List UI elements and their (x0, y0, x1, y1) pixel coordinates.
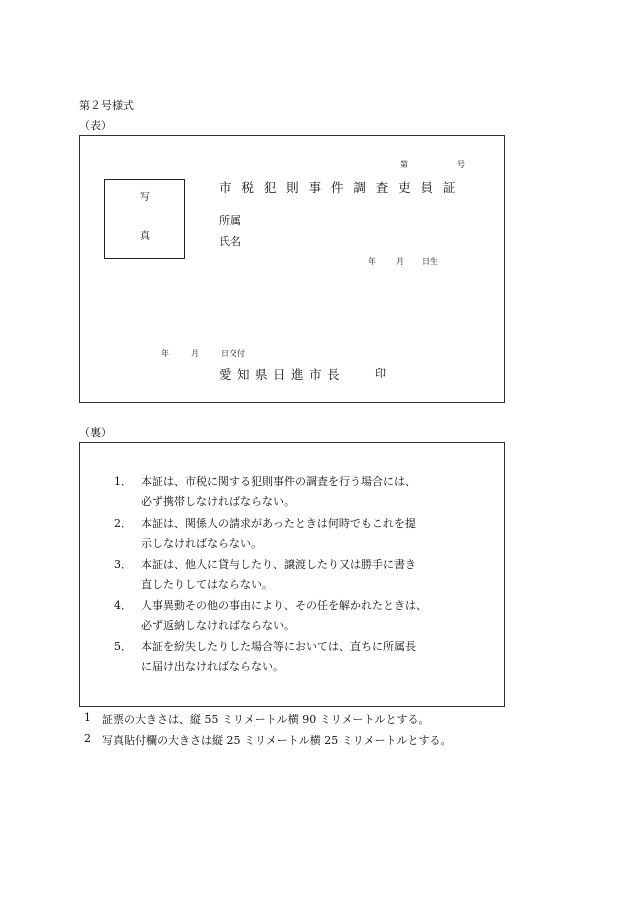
back-card (79, 442, 505, 707)
back-item-number: 5． (114, 640, 132, 653)
photo-label-1: 写 (140, 192, 150, 203)
back-item-line2: 直したりしてはならない。 (141, 578, 273, 591)
back-item-line1: 人事異動その他の事由により、その任を解かれたときは、 (141, 599, 427, 612)
issuer-char: 日 (273, 367, 286, 382)
back-item-line2: に届け出なければならない。 (141, 660, 284, 673)
issuer (219, 365, 345, 383)
birth-year: 年 (368, 257, 376, 266)
back-item-line1: 本証は、関係人の請求があったときは何時でもこれを提 (141, 517, 416, 530)
title-char: 査 (375, 180, 389, 195)
note-number: 2 (84, 732, 91, 745)
number-go: 号 (457, 160, 465, 169)
form-label: 第２号様式 (79, 99, 134, 112)
seal-mark: 印 (375, 367, 386, 380)
photo-box (104, 179, 185, 259)
title-char: 市 (219, 180, 232, 195)
note-number: 1 (84, 711, 91, 724)
title-char: 吏 (398, 180, 411, 195)
photo-label-2: 真 (140, 231, 150, 242)
issuer-char: 市 (309, 367, 322, 382)
back-item-number: 3． (114, 558, 132, 571)
title-char: 調 (353, 180, 366, 195)
birth-day: 日生 (422, 257, 438, 266)
issuer-char: 長 (327, 367, 340, 382)
issue-day: 日交付 (221, 349, 245, 358)
title-char: 犯 (263, 180, 277, 195)
issuer-char: 県 (255, 367, 268, 382)
issue-year: 年 (161, 349, 169, 358)
card-title (219, 178, 465, 196)
issuer-char: 進 (291, 367, 304, 382)
issuer-char: 愛 (219, 367, 232, 382)
back-item-number: 2． (114, 517, 132, 530)
front-card (79, 135, 505, 403)
title-char: 税 (241, 180, 254, 195)
title-char: 員 (420, 180, 434, 195)
note-text: 証票の大きさは、縦 55 ミリメートル横 90 ミリメートルとする。 (102, 713, 430, 726)
front-section-label: （表） (79, 119, 112, 132)
back-item-line1: 本証は、他人に貸与したり、譲渡したり又は勝手に書き (141, 558, 416, 571)
back-item-number: 4． (114, 599, 132, 612)
back-item-line2: 必ず返納しなければならない。 (141, 619, 295, 632)
issuer-char: 知 (237, 367, 250, 382)
back-item-line1: 本証は、市税に関する犯則事件の調査を行う場合には、 (141, 475, 416, 488)
title-char: 件 (330, 180, 344, 195)
back-item-line2: 示しなければならない。 (141, 537, 262, 550)
issue-month: 月 (191, 349, 199, 358)
back-item-line1: 本証を紛失したりした場合等においては、直ちに所属長 (141, 640, 416, 653)
affiliation-label: 所属 (219, 214, 241, 227)
title-char: 事 (308, 180, 322, 195)
back-section-label: （裏） (79, 426, 112, 439)
note-text: 写真貼付欄の大きさは縦 25 ミリメートル横 25 ミリメートルとする。 (102, 734, 452, 747)
name-label: 氏名 (219, 235, 241, 248)
title-char: 則 (286, 180, 299, 195)
back-item-number: 1． (114, 475, 132, 488)
birth-month: 月 (396, 257, 404, 266)
title-char: 証 (442, 180, 456, 195)
number-dai: 第 (400, 160, 408, 169)
back-item-line2: 必ず携帯しなければならない。 (141, 495, 295, 508)
